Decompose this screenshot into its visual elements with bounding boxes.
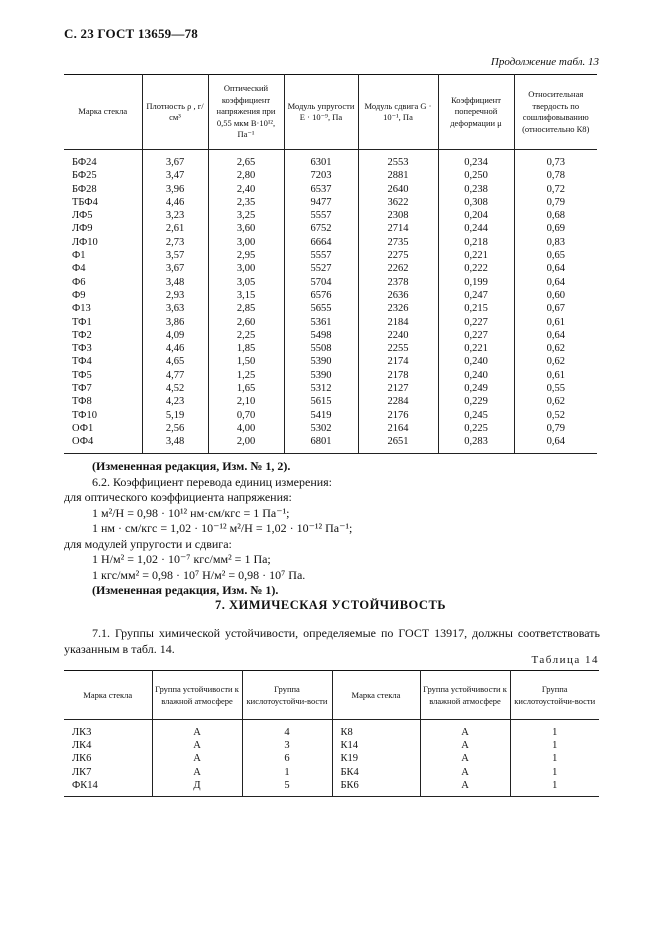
table14-cell: 4 <box>242 720 332 740</box>
col-header-stress-optic-coefficient: Оптический коэффициент напряжения при 0,55 мкм B·10¹², Па⁻¹ <box>208 75 284 150</box>
table13-row <box>64 382 597 395</box>
table14-cell: А <box>420 752 510 765</box>
table13-cell: 0,238 <box>438 183 514 196</box>
table13-cell: 0,70 <box>208 409 284 422</box>
table13-cell: 6576 <box>284 289 358 302</box>
table13-cell: 3,67 <box>142 262 208 275</box>
table13-cell: ОФ4 <box>64 435 142 453</box>
table13-cell: 4,52 <box>142 382 208 395</box>
table13-cell: 2,61 <box>142 222 208 235</box>
table13-row <box>64 262 597 275</box>
table13-cell: 4,77 <box>142 369 208 382</box>
table13-row <box>64 342 597 355</box>
table13-row <box>64 249 597 262</box>
table13-cell: 2,85 <box>208 302 284 315</box>
table13-cell: БФ24 <box>64 150 142 170</box>
table13-cell: 0,225 <box>438 422 514 435</box>
table13-cell: 0,222 <box>438 262 514 275</box>
table13-cell: БФ25 <box>64 169 142 182</box>
table13-cell: 0,64 <box>514 262 597 275</box>
table13-cell: БФ28 <box>64 183 142 196</box>
table13-cell: 2714 <box>358 222 438 235</box>
table13-cell: 1,25 <box>208 369 284 382</box>
table13-cell: 0,64 <box>514 435 597 453</box>
formula-2: 1 нм · см/кгс = 1,02 · 10⁻¹² м²/Н = 1,02 · 10⁻¹² Па⁻¹; <box>92 521 353 535</box>
table-14-body <box>64 720 599 797</box>
table13-cell: ТФ3 <box>64 342 142 355</box>
table13-cell: 0,240 <box>438 369 514 382</box>
table14-cell: ЛК3 <box>64 720 152 740</box>
table13-cell: 2,35 <box>208 196 284 209</box>
table13-cell: 2184 <box>358 316 438 329</box>
table-13-body <box>64 150 597 454</box>
table13-cell: 0,61 <box>514 316 597 329</box>
table13-cell: 5615 <box>284 395 358 408</box>
table13-cell: 3,15 <box>208 289 284 302</box>
table-13 <box>64 74 597 454</box>
table13-cell: 5508 <box>284 342 358 355</box>
table13-cell: 3,25 <box>208 209 284 222</box>
table13-cell: ТФ8 <box>64 395 142 408</box>
table14-cell: ФК14 <box>64 779 152 797</box>
col-header-glass-grade: Марка стекла <box>64 75 142 150</box>
table13-cell: 0,249 <box>438 382 514 395</box>
table13-cell: 0,227 <box>438 329 514 342</box>
table13-cell: 5557 <box>284 249 358 262</box>
table13-cell: 0,308 <box>438 196 514 209</box>
table13-cell: Ф1 <box>64 249 142 262</box>
table13-row <box>64 236 597 249</box>
edit-note: (Измененная редакция, Изм. № 1). <box>92 583 279 597</box>
table13-row <box>64 422 597 435</box>
table13-cell: 3,00 <box>208 262 284 275</box>
col-header-acid-group: Группа кислотоустойчи-вости <box>242 671 332 720</box>
table14-row <box>64 752 599 765</box>
table13-cell: 9477 <box>284 196 358 209</box>
table13-cell: 5419 <box>284 409 358 422</box>
table14-cell: А <box>152 720 242 740</box>
table13-row <box>64 183 597 196</box>
table13-cell: 2,95 <box>208 249 284 262</box>
table-14-header-row <box>64 671 599 720</box>
table13-cell: 0,55 <box>514 382 597 395</box>
table-continuation-label: Продолжение табл. 13 <box>490 56 599 68</box>
table14-cell: К8 <box>332 720 420 740</box>
table13-cell: 2275 <box>358 249 438 262</box>
table-14 <box>64 670 599 797</box>
formula-1: 1 м²/Н = 0,98 · 10¹² нм·см/кгс = 1 Па⁻¹; <box>92 505 290 520</box>
table13-cell: 0,79 <box>514 196 597 209</box>
table13-cell: 0,221 <box>438 342 514 355</box>
table13-cell: 5390 <box>284 369 358 382</box>
table13-cell: 5361 <box>284 316 358 329</box>
table13-cell: 0,62 <box>514 395 597 408</box>
table13-cell: 0,69 <box>514 222 597 235</box>
table13-cell: 0,60 <box>514 289 597 302</box>
table14-row <box>64 720 599 740</box>
table13-cell: 0,234 <box>438 150 514 170</box>
edit-note: (Измененная редакция, Изм. № 1, 2). <box>92 459 291 473</box>
table13-row <box>64 435 597 453</box>
table14-cell: 1 <box>242 766 332 779</box>
table13-cell: 0,67 <box>514 302 597 315</box>
table13-cell: 5390 <box>284 355 358 368</box>
table13-cell: 3,00 <box>208 236 284 249</box>
table13-cell: Ф13 <box>64 302 142 315</box>
table13-row <box>64 222 597 235</box>
table14-cell: 1 <box>510 779 599 797</box>
col-header-glass-grade: Марка стекла <box>64 671 152 720</box>
formula-3: 1 Н/м² = 1,02 · 10⁻⁷ кгс/мм² = 1 Па; <box>92 552 271 566</box>
table13-cell: 0,62 <box>514 342 597 355</box>
table13-cell: 2553 <box>358 150 438 170</box>
table14-cell: БК4 <box>332 766 420 779</box>
table13-cell: 3,86 <box>142 316 208 329</box>
table13-cell: 0,65 <box>514 249 597 262</box>
table14-cell: 5 <box>242 779 332 797</box>
col-header-humidity-group: Группа устойчивости к влажной атмосфере <box>152 671 242 720</box>
table14-cell: 6 <box>242 752 332 765</box>
table14-cell: ЛК6 <box>64 752 152 765</box>
table13-cell: 0,215 <box>438 302 514 315</box>
table14-cell: А <box>152 766 242 779</box>
table13-cell: 2240 <box>358 329 438 342</box>
table13-cell: 5498 <box>284 329 358 342</box>
table13-cell: 0,68 <box>514 209 597 222</box>
table13-cell: 0,64 <box>514 276 597 289</box>
table13-cell: 3,23 <box>142 209 208 222</box>
table13-cell: ЛФ9 <box>64 222 142 235</box>
table13-cell: 2,25 <box>208 329 284 342</box>
table13-cell: 5302 <box>284 422 358 435</box>
table13-cell: 2164 <box>358 422 438 435</box>
table13-cell: 2176 <box>358 409 438 422</box>
table13-row <box>64 355 597 368</box>
table13-cell: 2,10 <box>208 395 284 408</box>
paragraph-7-1: 7.1. Группы химической устойчивости, определяемые по ГОСТ 13917, должны соответствовать указанным в табл. 14. <box>64 626 600 656</box>
table13-cell: 2636 <box>358 289 438 302</box>
table13-cell: 2,56 <box>142 422 208 435</box>
table13-cell: 2640 <box>358 183 438 196</box>
table13-cell: 0,199 <box>438 276 514 289</box>
table13-cell: 6664 <box>284 236 358 249</box>
table14-cell: А <box>420 720 510 740</box>
table13-cell: 2735 <box>358 236 438 249</box>
paragraph-6-2: 6.2. Коэффициент перевода единиц измерения: <box>92 474 333 489</box>
table13-cell: ЛФ10 <box>64 236 142 249</box>
col-header-poisson-ratio: Коэффициент поперечной деформации μ <box>438 75 514 150</box>
table13-cell: ОФ1 <box>64 422 142 435</box>
table13-cell: 2,65 <box>208 150 284 170</box>
table13-row <box>64 276 597 289</box>
table13-cell: 2,80 <box>208 169 284 182</box>
table13-cell: 2,93 <box>142 289 208 302</box>
table13-cell: 2174 <box>358 355 438 368</box>
table13-cell: 4,00 <box>208 422 284 435</box>
section-6-2 <box>64 459 599 599</box>
table13-row <box>64 395 597 408</box>
table14-cell: ЛК4 <box>64 739 152 752</box>
table14-cell: К19 <box>332 752 420 765</box>
table13-cell: 4,09 <box>142 329 208 342</box>
table13-cell: ТФ4 <box>64 355 142 368</box>
table14-row <box>64 766 599 779</box>
table14-cell: БК6 <box>332 779 420 797</box>
page-header: С. 23 ГОСТ 13659—78 <box>64 26 198 41</box>
table13-cell: 0,218 <box>438 236 514 249</box>
table13-cell: 7203 <box>284 169 358 182</box>
table13-cell: ТФ7 <box>64 382 142 395</box>
table13-cell: 5557 <box>284 209 358 222</box>
col-header-relative-hardness: Относительная твердость по сошлифовыванию (относительно К8) <box>514 75 597 150</box>
table13-cell: 5704 <box>284 276 358 289</box>
table13-cell: 2,60 <box>208 316 284 329</box>
table13-cell: 0,227 <box>438 316 514 329</box>
table13-cell: 3,57 <box>142 249 208 262</box>
table13-cell: Ф9 <box>64 289 142 302</box>
formula-4: 1 кгс/мм² = 0,98 · 10⁷ Н/м² = 0,98 · 10⁷ Па. <box>92 567 306 582</box>
table13-cell: 0,72 <box>514 183 597 196</box>
table13-cell: 0,245 <box>438 409 514 422</box>
table14-cell: А <box>152 739 242 752</box>
table14-cell: 1 <box>510 766 599 779</box>
table13-cell: 4,46 <box>142 342 208 355</box>
table14-row <box>64 739 599 752</box>
table13-cell: 6301 <box>284 150 358 170</box>
table13-cell: ЛФ5 <box>64 209 142 222</box>
table14-cell: ЛК7 <box>64 766 152 779</box>
table13-cell: Ф6 <box>64 276 142 289</box>
table13-row <box>64 409 597 422</box>
table13-cell: 5,19 <box>142 409 208 422</box>
table13-cell: 2255 <box>358 342 438 355</box>
optic-intro: для оптического коэффициента напряжения: <box>64 490 292 504</box>
table-13-header-row <box>64 75 597 150</box>
table14-cell: Д <box>152 779 242 797</box>
col-header-acid-group-2: Группа кислотоустойчи-вости <box>510 671 599 720</box>
table13-cell: 0,240 <box>438 355 514 368</box>
table13-row <box>64 369 597 382</box>
table13-cell: 2178 <box>358 369 438 382</box>
col-header-density: Плотность ρ , г/см³ <box>142 75 208 150</box>
table14-cell: 1 <box>510 720 599 740</box>
table13-cell: 3622 <box>358 196 438 209</box>
table13-cell: 0,78 <box>514 169 597 182</box>
table13-cell: ТФ1 <box>64 316 142 329</box>
table13-cell: 0,204 <box>438 209 514 222</box>
table13-row <box>64 209 597 222</box>
table13-cell: 5312 <box>284 382 358 395</box>
table13-cell: 3,67 <box>142 150 208 170</box>
table14-cell: А <box>420 779 510 797</box>
table13-cell: 0,229 <box>438 395 514 408</box>
table13-cell: 3,47 <box>142 169 208 182</box>
table13-cell: 3,63 <box>142 302 208 315</box>
table13-cell: 0,61 <box>514 369 597 382</box>
table13-cell: 0,73 <box>514 150 597 170</box>
table13-row <box>64 316 597 329</box>
table13-cell: 0,221 <box>438 249 514 262</box>
table13-cell: 3,48 <box>142 276 208 289</box>
table13-row <box>64 150 597 170</box>
table13-cell: 6537 <box>284 183 358 196</box>
table13-cell: 2651 <box>358 435 438 453</box>
table13-cell: 5527 <box>284 262 358 275</box>
table13-cell: 6801 <box>284 435 358 453</box>
table13-cell: 2881 <box>358 169 438 182</box>
table13-cell: 3,05 <box>208 276 284 289</box>
table13-cell: 0,83 <box>514 236 597 249</box>
table13-cell: 2378 <box>358 276 438 289</box>
table13-cell: 0,250 <box>438 169 514 182</box>
table13-cell: 2326 <box>358 302 438 315</box>
modulus-intro: для модулей упругости и сдвига: <box>64 536 232 551</box>
table14-cell: 1 <box>510 752 599 765</box>
col-header-humidity-group-2: Группа устойчивости к влажной атмосфере <box>420 671 510 720</box>
table14-cell: А <box>420 739 510 752</box>
table13-cell: ТФ2 <box>64 329 142 342</box>
table13-cell: ТФ10 <box>64 409 142 422</box>
table14-row <box>64 779 599 797</box>
table13-cell: Ф4 <box>64 262 142 275</box>
table13-cell: 2284 <box>358 395 438 408</box>
table13-cell: 0,283 <box>438 435 514 453</box>
table13-row <box>64 329 597 342</box>
table13-cell: 2,73 <box>142 236 208 249</box>
table13-cell: 0,247 <box>438 289 514 302</box>
table13-cell: 1,85 <box>208 342 284 355</box>
col-header-shear-modulus: Модуль сдвига G · 10⁻¹, Па <box>358 75 438 150</box>
table13-cell: 6752 <box>284 222 358 235</box>
table13-cell: 2,40 <box>208 183 284 196</box>
table-14-caption: Таблица 14 <box>531 654 599 666</box>
table13-cell: 2,00 <box>208 435 284 453</box>
table13-cell: 2308 <box>358 209 438 222</box>
col-header-glass-grade-2: Марка стекла <box>332 671 420 720</box>
table13-cell: 0,62 <box>514 355 597 368</box>
table13-cell: 0,52 <box>514 409 597 422</box>
table14-cell: К14 <box>332 739 420 752</box>
table13-row <box>64 169 597 182</box>
table13-cell: 0,64 <box>514 329 597 342</box>
table14-cell: А <box>420 766 510 779</box>
table13-cell: 0,244 <box>438 222 514 235</box>
table13-cell: 2262 <box>358 262 438 275</box>
table13-cell: 0,79 <box>514 422 597 435</box>
table13-cell: 3,60 <box>208 222 284 235</box>
table13-row <box>64 302 597 315</box>
table13-cell: 3,48 <box>142 435 208 453</box>
table13-cell: ТФ5 <box>64 369 142 382</box>
table13-cell: 4,23 <box>142 395 208 408</box>
table14-cell: 3 <box>242 739 332 752</box>
section-7-title: 7. ХИМИЧЕСКАЯ УСТОЙЧИВОСТЬ <box>214 598 447 612</box>
table14-cell: А <box>152 752 242 765</box>
table13-row <box>64 289 597 302</box>
table14-cell: 1 <box>510 739 599 752</box>
table13-row <box>64 196 597 209</box>
table13-cell: ТБФ4 <box>64 196 142 209</box>
table13-cell: 1,65 <box>208 382 284 395</box>
table13-cell: 3,96 <box>142 183 208 196</box>
table13-cell: 4,46 <box>142 196 208 209</box>
col-header-elastic-modulus: Модуль упругости E · 10⁻⁹, Па <box>284 75 358 150</box>
table13-cell: 1,50 <box>208 355 284 368</box>
table13-cell: 2127 <box>358 382 438 395</box>
table13-cell: 5655 <box>284 302 358 315</box>
table13-cell: 4,65 <box>142 355 208 368</box>
